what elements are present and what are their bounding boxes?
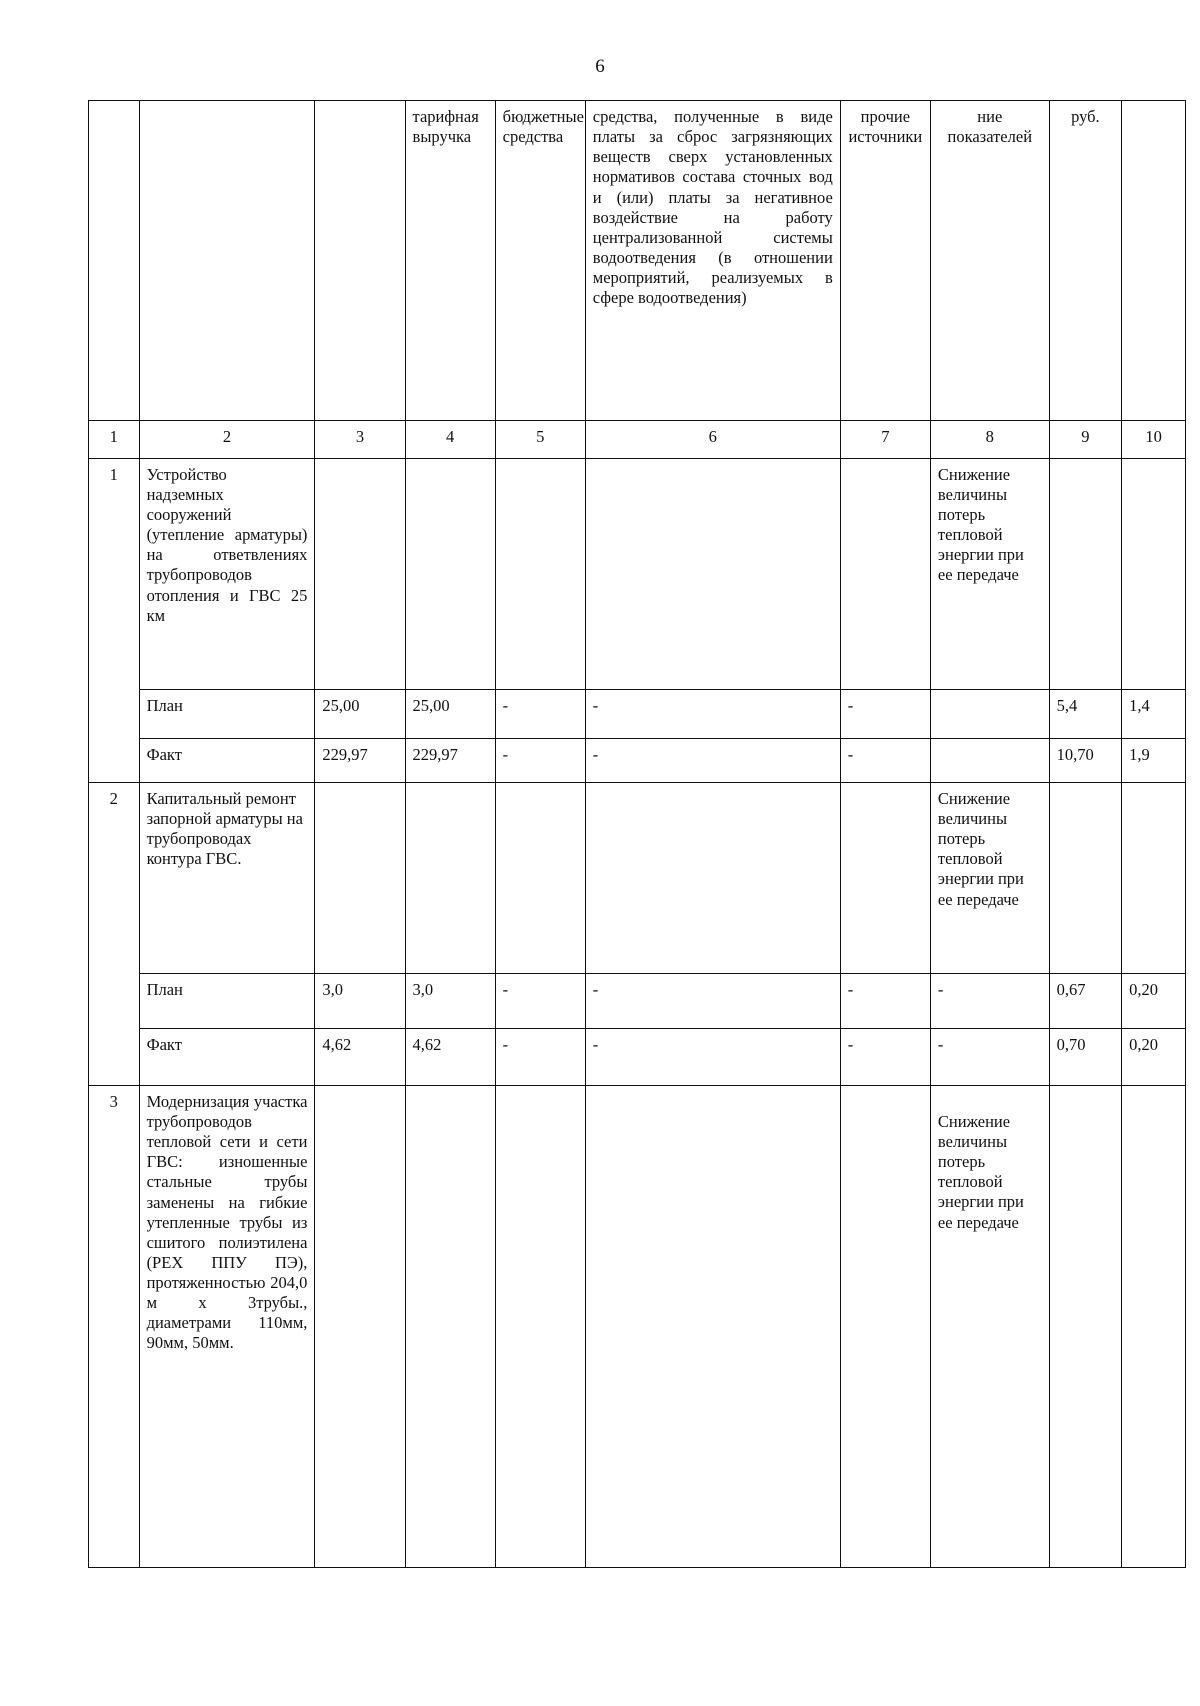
column-number: 3 <box>315 420 405 458</box>
measure-row <box>89 1085 1186 1567</box>
row-label: План <box>139 974 315 1029</box>
measure-indicator: Снижение величины потерь тепловой энергии при ее передаче <box>930 1085 1049 1567</box>
plan-value: - <box>930 974 1049 1029</box>
row-label: Факт <box>139 738 315 782</box>
empty-cell <box>1049 782 1122 974</box>
header-indicator: ние показателей <box>930 101 1049 421</box>
fact-value: 0,70 <box>1049 1029 1122 1086</box>
plan-row <box>89 974 1186 1029</box>
fact-value: 10,70 <box>1049 738 1122 782</box>
fact-value: 1,9 <box>1122 738 1186 782</box>
empty-cell <box>585 782 840 974</box>
row-label: План <box>139 690 315 738</box>
header-budget-funds: бюджетные средства <box>495 101 585 421</box>
header-other-sources: прочие источники <box>840 101 930 421</box>
plan-value: - <box>585 690 840 738</box>
empty-cell <box>1049 458 1122 690</box>
fact-value: - <box>585 1029 840 1086</box>
investment-measures-table <box>88 100 1186 1568</box>
column-number: 10 <box>1122 420 1186 458</box>
measure-row <box>89 782 1186 974</box>
measure-indicator: Снижение величины потерь тепловой энергии при ее передаче <box>930 782 1049 974</box>
plan-value: - <box>495 690 585 738</box>
column-number: 9 <box>1049 420 1122 458</box>
empty-cell <box>585 1085 840 1567</box>
measure-title: Модернизация участка трубопроводов тепловой сети и сети ГВС: изношенные стальные трубы заменены на гибкие утепленные трубы из сшитого полиэтилена (РЕХ ППУ ПЭ), протяженностью 204,0 м х 3трубы., диаметрами 110мм, 90мм, 50мм. <box>139 1085 315 1567</box>
fact-value: 0,20 <box>1122 1029 1186 1086</box>
empty-cell <box>405 782 495 974</box>
empty-cell <box>315 782 405 974</box>
row-label: Факт <box>139 1029 315 1086</box>
fact-value: - <box>585 738 840 782</box>
fact-value: - <box>495 738 585 782</box>
column-number: 1 <box>89 420 140 458</box>
empty-cell <box>495 782 585 974</box>
fact-row <box>89 738 1186 782</box>
header-col-3 <box>315 101 405 421</box>
measure-number: 3 <box>89 1085 140 1567</box>
fact-value: 229,97 <box>315 738 405 782</box>
fact-value: 4,62 <box>315 1029 405 1086</box>
plan-value: 25,00 <box>315 690 405 738</box>
column-number: 7 <box>840 420 930 458</box>
measure-row <box>89 458 1186 690</box>
plan-value <box>930 690 1049 738</box>
fact-row <box>89 1029 1186 1086</box>
plan-value: 25,00 <box>405 690 495 738</box>
column-number: 5 <box>495 420 585 458</box>
page-number: 6 <box>595 56 605 77</box>
column-number: 6 <box>585 420 840 458</box>
plan-value: 0,20 <box>1122 974 1186 1029</box>
empty-cell <box>405 1085 495 1567</box>
fact-value: - <box>495 1029 585 1086</box>
plan-value: - <box>840 974 930 1029</box>
plan-value: - <box>585 974 840 1029</box>
header-row <box>89 101 1186 421</box>
column-number: 4 <box>405 420 495 458</box>
fact-value <box>930 738 1049 782</box>
fact-value: 229,97 <box>405 738 495 782</box>
column-number-row <box>89 420 1186 458</box>
plan-value: 1,4 <box>1122 690 1186 738</box>
column-number: 8 <box>930 420 1049 458</box>
plan-value: - <box>495 974 585 1029</box>
fact-value: 4,62 <box>405 1029 495 1086</box>
empty-cell <box>315 1085 405 1567</box>
empty-cell <box>495 1085 585 1567</box>
measure-number: 1 <box>89 458 140 782</box>
header-rub: руб. <box>1049 101 1122 421</box>
empty-cell <box>840 458 930 690</box>
plan-value: 3,0 <box>315 974 405 1029</box>
header-col-1 <box>89 101 140 421</box>
empty-cell <box>840 1085 930 1567</box>
plan-row <box>89 690 1186 738</box>
measure-indicator: Снижение величины потерь тепловой энергии при ее передаче <box>930 458 1049 690</box>
empty-cell <box>405 458 495 690</box>
column-number: 2 <box>139 420 315 458</box>
empty-cell <box>1122 458 1186 690</box>
empty-cell <box>585 458 840 690</box>
empty-cell <box>1049 1085 1122 1567</box>
fact-value: - <box>840 738 930 782</box>
measure-number: 2 <box>89 782 140 1085</box>
plan-value: 3,0 <box>405 974 495 1029</box>
empty-cell <box>1122 782 1186 974</box>
header-col-2 <box>139 101 315 421</box>
measure-title: Капитальный ремонт запорной арматуры на трубопроводах контура ГВС. <box>139 782 315 974</box>
fact-value: - <box>930 1029 1049 1086</box>
header-wastewater-payments: средства, полученные в виде платы за сброс загрязняющих веществ сверх установленных нормативов состава сточных вод и (или) платы за негативное воздействие на работу централизованной системы водоотведения (в отношении мероприятий, реализуемых в сфере водоотведения) <box>585 101 840 421</box>
measure-title: Устройство надземных сооружений (утепление арматуры) на ответвлениях трубопроводов отопления и ГВС 25 км <box>139 458 315 690</box>
header-tariff-revenue: тарифная выручка <box>405 101 495 421</box>
plan-value: 5,4 <box>1049 690 1122 738</box>
empty-cell <box>840 782 930 974</box>
header-col-10 <box>1122 101 1186 421</box>
empty-cell <box>1122 1085 1186 1567</box>
plan-value: 0,67 <box>1049 974 1122 1029</box>
empty-cell <box>315 458 405 690</box>
plan-value: - <box>840 690 930 738</box>
empty-cell <box>495 458 585 690</box>
fact-value: - <box>840 1029 930 1086</box>
